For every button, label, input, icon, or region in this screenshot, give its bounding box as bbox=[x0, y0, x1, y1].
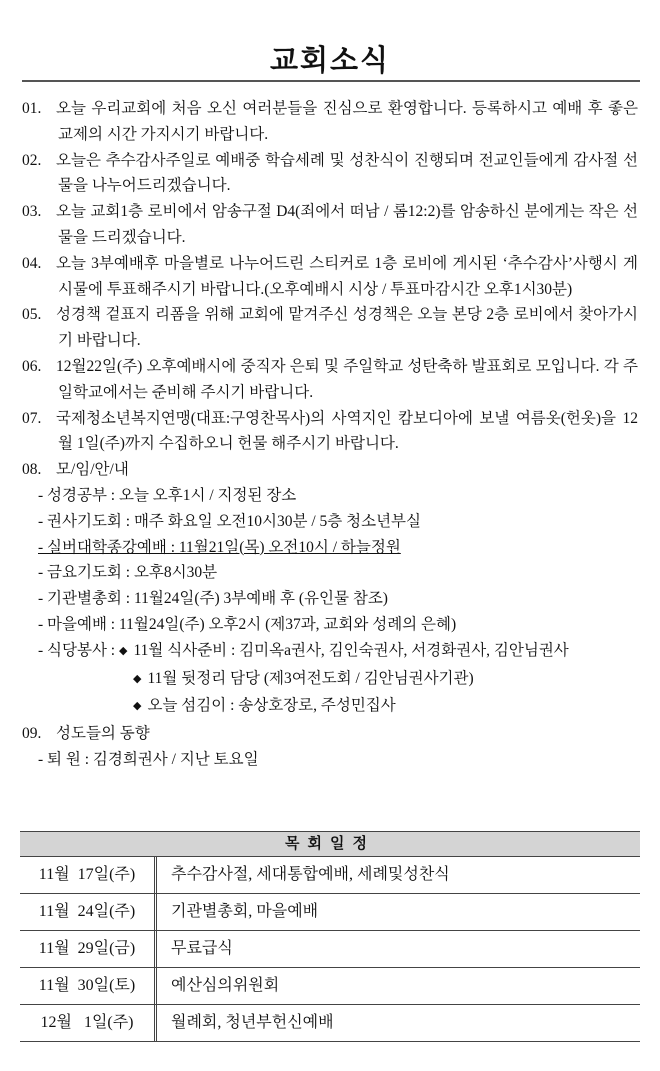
notice-list bbox=[22, 96, 638, 773]
notice-number: 06. bbox=[22, 357, 42, 375]
meetings-title: 모/임/안/내 bbox=[56, 461, 129, 479]
notice-text: 12월22일(주) 오후예배시에 중직자 은퇴 및 주일학교 성탄축하 발표회로 모입니다. 각 주일학교에서는 준비해 주시기 바랍니다. bbox=[56, 357, 638, 401]
notice-item bbox=[22, 354, 638, 406]
schedule-header: 목회일정 bbox=[20, 831, 640, 856]
notice-number: 01. bbox=[22, 100, 42, 117]
notice-item bbox=[22, 406, 638, 458]
dining-item: - 식당봉사 : ◆ 11월 식사준비 : 김미옥a권사, 김인숙권사, 서경화권사, 김안님권사 bbox=[38, 641, 569, 659]
notice-text: 오늘 교회1층 로비에서 암송구절 D4(죄에서 떠남 / 롬12:2)를 암송하신 분에게는 작은 선물을 드리겠습니다. bbox=[56, 203, 638, 246]
page-title: 교회소식 bbox=[269, 43, 391, 77]
notice-text: 오늘 3부예배후 마을별로 나누어드린 스티커로 1층 로비에 게시된 ‘추수감사’사행시 게시물에 투표해주시기 바랍니다.(오후예배시 시상 / 투표마감시간 오후1시30분) bbox=[56, 254, 638, 298]
notice-number: 03. bbox=[22, 203, 42, 221]
diamond-bullet-icon: ◆ bbox=[119, 644, 128, 657]
member-item: - 퇴 원 : 김경희권사 / 지난 토요일 bbox=[38, 750, 259, 768]
notice-item bbox=[22, 199, 638, 251]
diamond-bullet-icon: ◆ bbox=[133, 700, 142, 713]
members-title: 성도들의 동향 bbox=[56, 725, 150, 743]
schedule-event: 무료급식 bbox=[171, 940, 233, 957]
meeting-item: - 실버대학종강예배 : 11월21일(목) 오전10시 / 하늘정원 bbox=[38, 538, 401, 556]
title-divider bbox=[22, 80, 640, 82]
notice-item bbox=[22, 302, 638, 354]
schedule-date: 11월 30일(토) bbox=[20, 968, 157, 1004]
notice-number: 07. bbox=[22, 409, 42, 427]
meeting-item: - 마을예배 : 11월24일(주) 오후2시 (제37과, 교회와 성례의 은혜) bbox=[38, 615, 457, 633]
schedule-table bbox=[20, 831, 640, 1042]
notice-item bbox=[22, 96, 638, 148]
meeting-item: - 성경공부 : 오늘 오후1시 / 지정된 장소 bbox=[38, 486, 297, 504]
notice-text: 국제청소년복지연맹(대표:구영찬목사)의 사역지인 캄보디아에 보낼 여름옷(헌옷)을 12월 1일(주)까지 수집하오니 헌물 해주시기 바랍니다. bbox=[56, 409, 638, 453]
schedule-date: 11월 29일(금) bbox=[20, 931, 157, 967]
schedule-row bbox=[20, 856, 640, 893]
meeting-item: - 기관별총회 : 11월24일(주) 3부예배 후 (유인물 참조) bbox=[38, 590, 388, 608]
notice-number: 04. bbox=[22, 254, 42, 272]
dining-item: ◆ 오늘 섬김이 : 송상호장로, 주성민집사 bbox=[133, 697, 396, 715]
dining-label: - 식당봉사 : bbox=[38, 641, 116, 659]
notice-text: 오늘은 추수감사주일로 예배중 학습세례 및 성찬식이 진행되며 전교인들에게 감사절 선물을 나누어드리겠습니다. bbox=[56, 151, 638, 195]
notice-item bbox=[22, 251, 638, 303]
schedule-event: 기관별총회, 마을예배 bbox=[171, 903, 319, 920]
notice-text: 성경책 겉표지 리폼을 위해 교회에 맡겨주신 성경책은 오늘 본당 2층 로비에서 찾아가시기 바랍니다. bbox=[56, 306, 638, 350]
schedule-event: 추수감사절, 세대통합예배, 세례및성찬식 bbox=[171, 866, 450, 883]
schedule-row bbox=[20, 1004, 640, 1042]
meeting-item: - 금요기도회 : 오후8시30분 bbox=[38, 564, 218, 582]
schedule-date: 12월 1일(주) bbox=[20, 1005, 157, 1041]
meetings-number: 08. bbox=[22, 461, 42, 479]
schedule-date: 11월 24일(주) bbox=[20, 894, 157, 930]
schedule-row bbox=[20, 930, 640, 967]
notice-number: 02. bbox=[22, 151, 42, 169]
notice-text: 오늘 우리교회에 처음 오신 여러분들을 진심으로 환영합니다. 등록하시고 예배 후 좋은 교제의 시간 가지시기 바랍니다. bbox=[56, 100, 638, 143]
meetings-heading bbox=[22, 457, 638, 483]
members-number: 09. bbox=[22, 725, 42, 743]
notice-item bbox=[22, 148, 638, 200]
schedule-event: 월례회, 청년부헌신예배 bbox=[171, 1014, 334, 1031]
dining-item: ◆ 11월 뒷정리 담당 (제3여전도회 / 김안님권사기관) bbox=[133, 669, 474, 687]
schedule-row bbox=[20, 893, 640, 930]
schedule-date: 11월 17일(주) bbox=[20, 857, 157, 893]
members-heading bbox=[22, 721, 638, 747]
diamond-bullet-icon: ◆ bbox=[133, 672, 142, 685]
notice-number: 05. bbox=[22, 306, 42, 324]
schedule-event: 예산심의위원회 bbox=[171, 977, 280, 994]
schedule-row bbox=[20, 967, 640, 1004]
meeting-item: - 권사기도회 : 매주 화요일 오전10시30분 / 5층 청소년부실 bbox=[38, 512, 421, 530]
